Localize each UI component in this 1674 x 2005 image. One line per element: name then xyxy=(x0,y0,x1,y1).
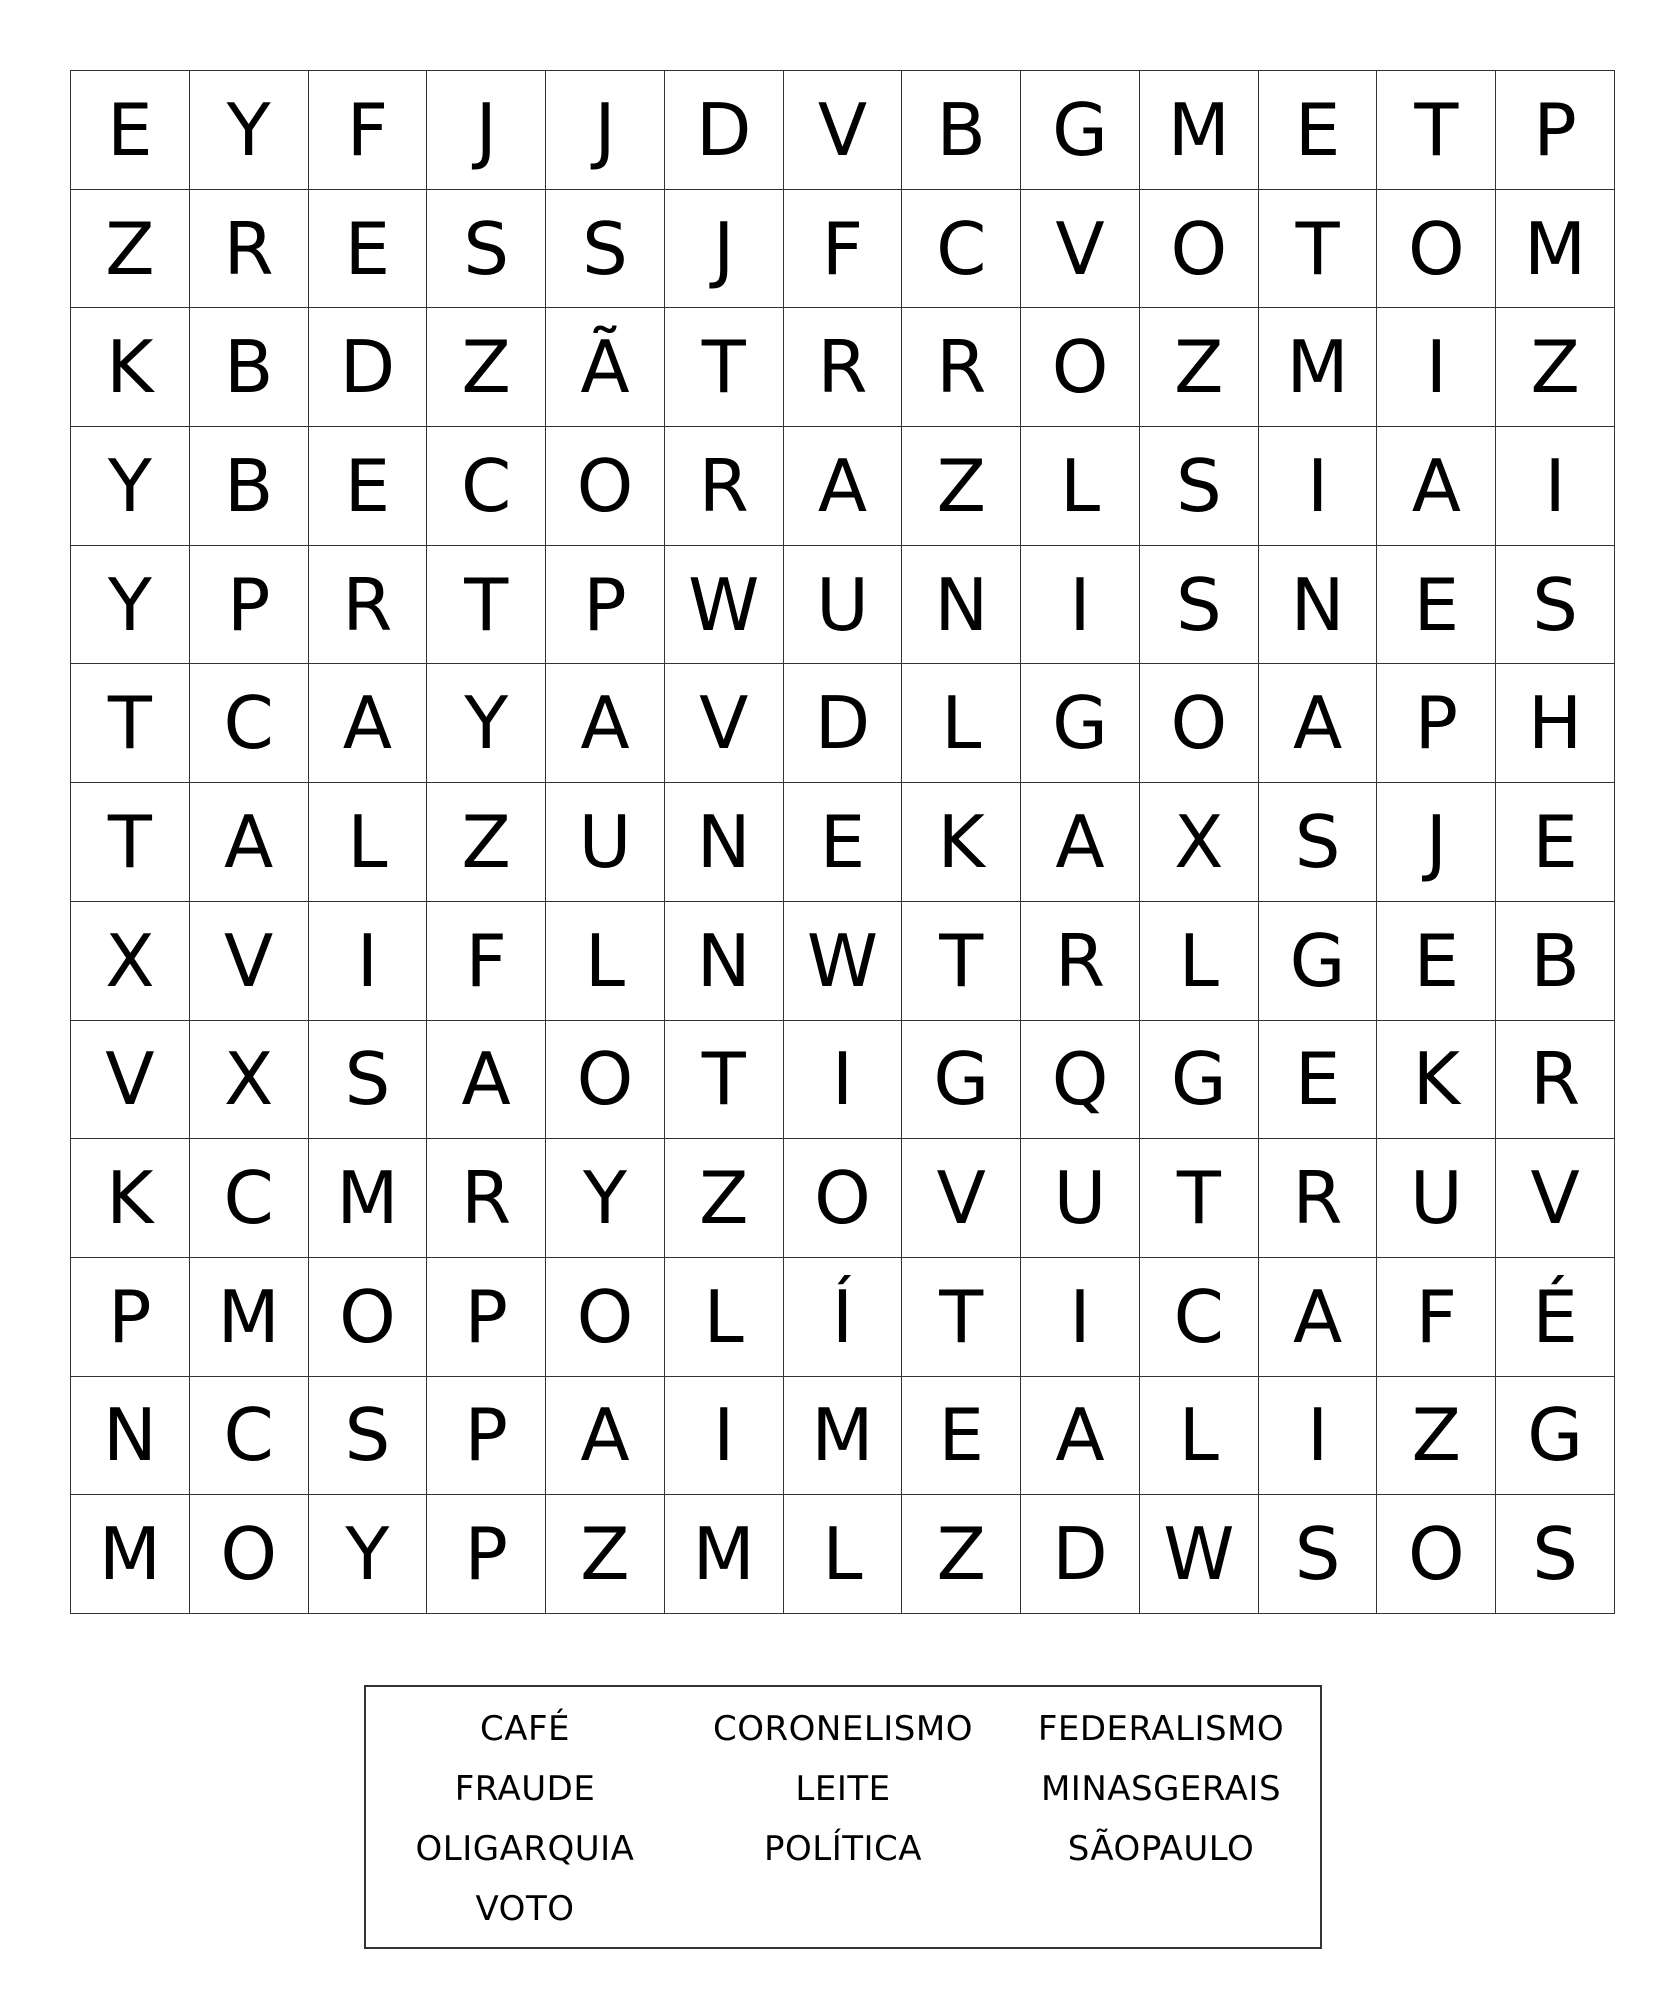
grid-cell[interactable]: M xyxy=(71,1495,190,1614)
grid-cell[interactable]: O xyxy=(1140,664,1259,783)
grid-cell[interactable]: Z xyxy=(427,308,546,427)
grid-cell[interactable]: É xyxy=(1496,1258,1615,1377)
grid-cell[interactable]: M xyxy=(784,1377,903,1496)
grid-cell[interactable]: F xyxy=(1377,1258,1496,1377)
grid-cell[interactable]: S xyxy=(1140,427,1259,546)
grid-cell[interactable]: R xyxy=(665,427,784,546)
grid-cell[interactable]: L xyxy=(1021,427,1140,546)
grid-cell[interactable]: J xyxy=(546,71,665,190)
grid-cell[interactable]: Y xyxy=(546,1139,665,1258)
grid-cell[interactable]: B xyxy=(190,427,309,546)
grid-cell[interactable]: V xyxy=(784,71,903,190)
grid-cell[interactable]: X xyxy=(1140,783,1259,902)
grid-cell[interactable]: Z xyxy=(71,190,190,309)
grid-cell[interactable]: N xyxy=(665,902,784,1021)
word-item: OLIGARQUIA xyxy=(415,1829,635,1869)
grid-cell[interactable]: I xyxy=(1377,308,1496,427)
grid-cell[interactable]: K xyxy=(902,783,1021,902)
grid-cell[interactable]: W xyxy=(665,546,784,665)
word-item: LEITE xyxy=(795,1769,891,1809)
grid-cell[interactable]: D xyxy=(1021,1495,1140,1614)
grid-cell[interactable]: Y xyxy=(190,71,309,190)
grid-cell[interactable]: T xyxy=(665,1021,784,1140)
grid-cell[interactable]: Y xyxy=(309,1495,428,1614)
grid-cell[interactable]: T xyxy=(665,308,784,427)
grid-cell[interactable]: Z xyxy=(665,1139,784,1258)
word-list xyxy=(366,1699,1320,1939)
word-item: SÃOPAULO xyxy=(1067,1829,1255,1869)
grid-cell[interactable]: K xyxy=(71,308,190,427)
grid-cell[interactable]: T xyxy=(427,546,546,665)
word-item: CORONELISMO xyxy=(713,1709,973,1749)
grid-cell[interactable]: F xyxy=(427,902,546,1021)
grid-cell[interactable]: O xyxy=(546,1021,665,1140)
grid-cell[interactable]: D xyxy=(309,308,428,427)
grid-cell[interactable]: I xyxy=(1259,1377,1378,1496)
grid-cell[interactable]: M xyxy=(1259,308,1378,427)
grid-cell[interactable]: L xyxy=(665,1258,784,1377)
grid-cell[interactable]: J xyxy=(427,71,546,190)
grid-cell[interactable]: S xyxy=(1496,546,1615,665)
grid-cell[interactable]: W xyxy=(784,902,903,1021)
grid-cell[interactable]: A xyxy=(546,1377,665,1496)
grid-cell[interactable]: Z xyxy=(1377,1377,1496,1496)
grid-cell[interactable]: X xyxy=(71,902,190,1021)
grid-cell[interactable]: M xyxy=(1140,71,1259,190)
grid-cell[interactable]: O xyxy=(546,1258,665,1377)
word-bank xyxy=(364,1685,1322,1949)
grid-cell[interactable]: B xyxy=(902,71,1021,190)
grid-cell[interactable]: S xyxy=(427,190,546,309)
grid-cell[interactable]: E xyxy=(902,1377,1021,1496)
grid-cell[interactable]: E xyxy=(1496,783,1615,902)
grid-cell[interactable]: I xyxy=(1496,427,1615,546)
grid-cell[interactable]: E xyxy=(1259,1021,1378,1140)
grid-cell[interactable]: I xyxy=(1259,427,1378,546)
grid-cell[interactable]: U xyxy=(1021,1139,1140,1258)
word-item: MINASGERAIS xyxy=(1040,1769,1282,1809)
grid-cell[interactable]: T xyxy=(71,783,190,902)
grid-cell[interactable]: R xyxy=(902,308,1021,427)
grid-cell[interactable]: B xyxy=(1496,902,1615,1021)
grid-cell[interactable]: D xyxy=(784,664,903,783)
grid-cell[interactable]: N xyxy=(71,1377,190,1496)
grid-cell[interactable]: V xyxy=(902,1139,1021,1258)
grid-cell[interactable]: B xyxy=(190,308,309,427)
grid-cell[interactable]: L xyxy=(902,664,1021,783)
grid-cell[interactable]: P xyxy=(1377,664,1496,783)
grid-cell[interactable]: P xyxy=(427,1377,546,1496)
grid-cell[interactable]: V xyxy=(1021,190,1140,309)
grid-cell[interactable]: P xyxy=(71,1258,190,1377)
grid-cell[interactable]: V xyxy=(190,902,309,1021)
grid-cell[interactable]: C xyxy=(190,1377,309,1496)
grid-cell[interactable]: O xyxy=(1021,308,1140,427)
grid-cell[interactable]: T xyxy=(1377,71,1496,190)
grid-cell[interactable]: E xyxy=(1259,71,1378,190)
grid-cell[interactable]: E xyxy=(1377,546,1496,665)
grid-cell[interactable]: L xyxy=(1140,1377,1259,1496)
grid-cell[interactable]: O xyxy=(784,1139,903,1258)
grid-cell[interactable]: S xyxy=(546,190,665,309)
grid-cell[interactable]: Z xyxy=(902,427,1021,546)
grid-cell[interactable]: T xyxy=(1140,1139,1259,1258)
grid-cell[interactable]: S xyxy=(1259,1495,1378,1614)
grid-cell[interactable]: H xyxy=(1496,664,1615,783)
grid-cell[interactable]: G xyxy=(1140,1021,1259,1140)
grid-cell[interactable]: J xyxy=(665,190,784,309)
grid-cell[interactable]: T xyxy=(902,1258,1021,1377)
grid-cell[interactable]: S xyxy=(309,1377,428,1496)
grid-cell[interactable]: S xyxy=(1140,546,1259,665)
grid-cell[interactable]: D xyxy=(665,71,784,190)
grid-cell[interactable]: Q xyxy=(1021,1021,1140,1140)
grid-cell[interactable]: A xyxy=(1377,427,1496,546)
grid-cell[interactable]: M xyxy=(1496,190,1615,309)
grid-cell[interactable]: A xyxy=(1021,783,1140,902)
grid-cell[interactable]: R xyxy=(427,1139,546,1258)
grid-cell[interactable]: K xyxy=(71,1139,190,1258)
grid-cell[interactable]: C xyxy=(902,190,1021,309)
grid-cell[interactable]: X xyxy=(190,1021,309,1140)
grid-cell[interactable]: C xyxy=(427,427,546,546)
word-item: FEDERALISMO xyxy=(1037,1709,1285,1749)
grid-cell[interactable]: I xyxy=(784,1021,903,1140)
grid-cell[interactable]: A xyxy=(784,427,903,546)
grid-cell[interactable]: U xyxy=(784,546,903,665)
grid-cell[interactable]: P xyxy=(427,1495,546,1614)
grid-cell[interactable]: L xyxy=(784,1495,903,1614)
grid-cell[interactable]: I xyxy=(1021,1258,1140,1377)
grid-cell[interactable]: Z xyxy=(427,783,546,902)
grid-cell[interactable]: Z xyxy=(546,1495,665,1614)
grid-cell[interactable]: L xyxy=(546,902,665,1021)
grid-cell[interactable]: Z xyxy=(1140,308,1259,427)
word-item: POLÍTICA xyxy=(763,1829,923,1869)
grid-cell[interactable]: P xyxy=(1496,71,1615,190)
grid-cell[interactable]: I xyxy=(309,902,428,1021)
grid-cell[interactable]: U xyxy=(546,783,665,902)
grid-cell[interactable]: Y xyxy=(427,664,546,783)
grid-cell[interactable]: R xyxy=(190,190,309,309)
grid-cell[interactable]: G xyxy=(1259,902,1378,1021)
grid-cell[interactable]: A xyxy=(1259,1258,1378,1377)
grid-cell[interactable]: L xyxy=(309,783,428,902)
grid-cell[interactable]: U xyxy=(1377,1139,1496,1258)
grid-cell[interactable]: M xyxy=(309,1139,428,1258)
grid-cell[interactable]: W xyxy=(1140,1495,1259,1614)
grid-cell[interactable]: Z xyxy=(1496,308,1615,427)
grid-cell[interactable]: T xyxy=(71,664,190,783)
grid-cell[interactable]: O xyxy=(1377,1495,1496,1614)
grid-cell[interactable]: R xyxy=(309,546,428,665)
grid-cell[interactable]: N xyxy=(665,783,784,902)
grid-cell[interactable]: I xyxy=(665,1377,784,1496)
word-item: FRAUDE xyxy=(454,1769,596,1809)
grid-cell[interactable]: Y xyxy=(71,427,190,546)
grid-cell[interactable]: C xyxy=(190,1139,309,1258)
grid-cell[interactable]: G xyxy=(1021,664,1140,783)
word-item: VOTO xyxy=(475,1889,575,1929)
letter-grid xyxy=(70,70,1615,1614)
grid-cell[interactable]: S xyxy=(309,1021,428,1140)
grid-cell[interactable]: J xyxy=(1377,783,1496,902)
grid-cell[interactable]: C xyxy=(190,664,309,783)
grid-cell[interactable]: P xyxy=(427,1258,546,1377)
grid-cell[interactable]: E xyxy=(309,427,428,546)
grid-cell[interactable]: A xyxy=(190,783,309,902)
grid-cell[interactable]: Í xyxy=(784,1258,903,1377)
grid-cell[interactable]: E xyxy=(1377,902,1496,1021)
grid-cell[interactable]: N xyxy=(902,546,1021,665)
grid-cell[interactable]: A xyxy=(427,1021,546,1140)
grid-cell[interactable]: P xyxy=(546,546,665,665)
grid-cell[interactable]: A xyxy=(1021,1377,1140,1496)
grid-cell[interactable]: T xyxy=(902,902,1021,1021)
grid-cell[interactable]: V xyxy=(665,664,784,783)
grid-cell[interactable]: O xyxy=(546,427,665,546)
grid-cell[interactable]: C xyxy=(1140,1258,1259,1377)
grid-cell[interactable]: E xyxy=(784,783,903,902)
grid-cell[interactable]: O xyxy=(1377,190,1496,309)
grid-cell[interactable]: V xyxy=(1496,1139,1615,1258)
grid-cell[interactable]: S xyxy=(1496,1495,1615,1614)
grid-cell[interactable]: Y xyxy=(71,546,190,665)
grid-cell[interactable]: P xyxy=(190,546,309,665)
grid-cell[interactable]: R xyxy=(1021,902,1140,1021)
grid-cell[interactable]: F xyxy=(309,71,428,190)
word-item: CAFÉ xyxy=(479,1709,571,1749)
grid-cell[interactable]: G xyxy=(902,1021,1021,1140)
grid-cell[interactable]: K xyxy=(1377,1021,1496,1140)
grid-cell[interactable]: A xyxy=(1259,664,1378,783)
grid-cell[interactable]: Z xyxy=(902,1495,1021,1614)
grid-cell[interactable]: A xyxy=(309,664,428,783)
grid-cell[interactable]: Ã xyxy=(546,308,665,427)
grid-cell[interactable]: G xyxy=(1021,71,1140,190)
grid-cell[interactable]: L xyxy=(1140,902,1259,1021)
grid-cell[interactable]: M xyxy=(190,1258,309,1377)
grid-cell[interactable]: O xyxy=(190,1495,309,1614)
grid-cell[interactable]: T xyxy=(1259,190,1378,309)
grid-cell[interactable]: F xyxy=(784,190,903,309)
grid-cell[interactable]: E xyxy=(309,190,428,309)
grid-cell[interactable]: R xyxy=(1259,1139,1378,1258)
grid-cell[interactable]: N xyxy=(1259,546,1378,665)
grid-cell[interactable]: V xyxy=(71,1021,190,1140)
grid-cell[interactable]: S xyxy=(1259,783,1378,902)
grid-cell[interactable]: E xyxy=(71,71,190,190)
grid-cell[interactable]: I xyxy=(1021,546,1140,665)
grid-cell[interactable]: M xyxy=(665,1495,784,1614)
grid-cell[interactable]: R xyxy=(1496,1021,1615,1140)
grid-cell[interactable]: G xyxy=(1496,1377,1615,1496)
grid-cell[interactable]: A xyxy=(546,664,665,783)
grid-cell[interactable]: R xyxy=(784,308,903,427)
grid-cell[interactable]: O xyxy=(309,1258,428,1377)
grid-cell[interactable]: O xyxy=(1140,190,1259,309)
